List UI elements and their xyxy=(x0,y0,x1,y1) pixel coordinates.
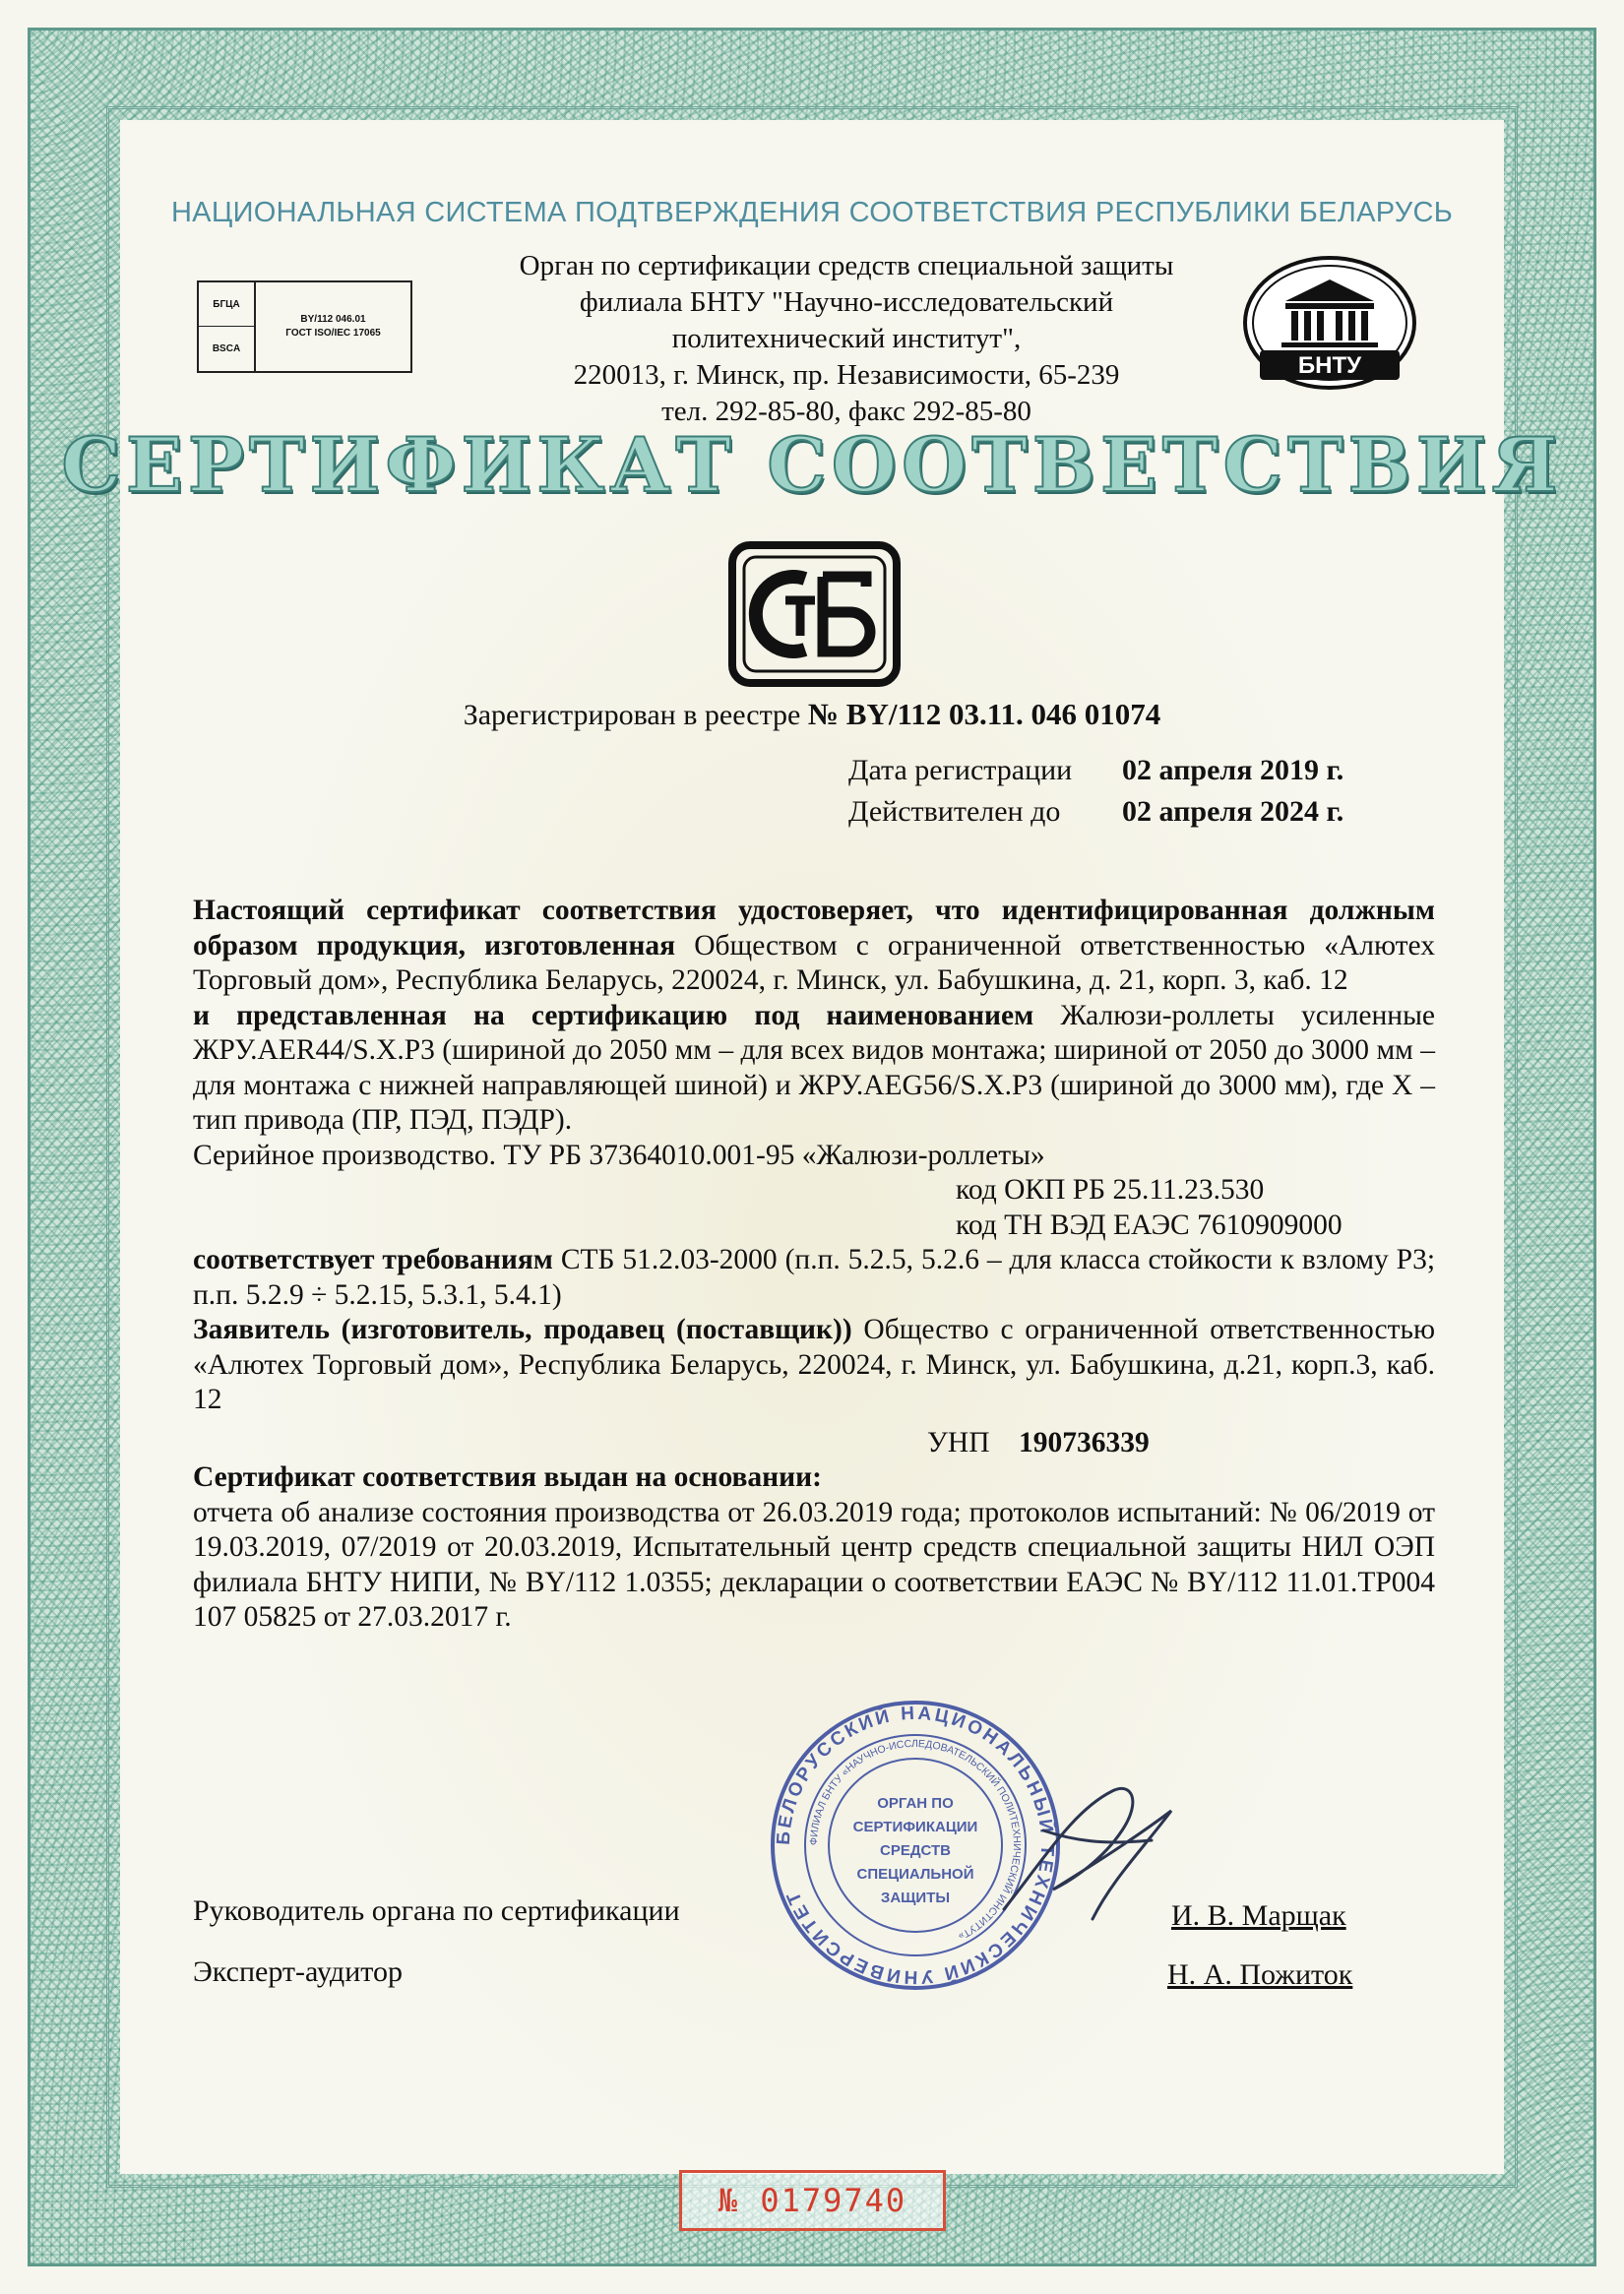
unp-line xyxy=(193,1426,1435,1461)
serial-production: Серийное производство. ТУ РБ 37364010.001-95 «Жалюзи-роллеты» xyxy=(193,1139,1045,1171)
p4-text: Общество с ограниченной ответственностью «Алютех Торговый дом», Республика Беларусь, 220024, г. Минск, ул. Бабушкина, д.21, корп.3, каб. 12 xyxy=(193,1314,1435,1415)
certificate-title: СЕРТИФИКАТ СООТВЕТСТВИЯ xyxy=(61,421,1563,509)
bntu-logo-text: БНТУ xyxy=(1297,352,1362,379)
stamp-center-line: ЗАЩИТЫ xyxy=(880,1890,951,1906)
stamp-center-line: СПЕЦИАЛЬНОЙ xyxy=(856,1866,974,1883)
expert-signature-label: Эксперт-аудитор xyxy=(193,1955,403,1988)
paragraph-basis: отчета об анализе состояния производства от 26.03.2019 года; протоколов испытаний: № 06/2019 от 19.03.2019, 07/2019 от 20.03.2019, Испытательный центр средств специальной защиты НИЛ ОЭП филиала БНТУ НИПИ, № BY/112 1.0355; декларации о соответствии ЕАЭС № BY/112 11.01.ТР004 107 05825 от 27.03.2017 г. xyxy=(193,1496,1435,1633)
unp-value: 190736339 xyxy=(1019,1426,1150,1458)
unp-label: УНП xyxy=(927,1426,990,1458)
p4-bold: Заявитель (изготовитель, продавец (поставщик)) xyxy=(193,1314,852,1345)
head-signature-label: Руководитель органа по сертификации xyxy=(193,1894,680,1927)
stamp-inner-ring-text: ФИЛИАЛ БНТУ «НАУЧНО-ИССЛЕДОВАТЕЛЬСКИЙ ПОЛИТЕХНИЧЕСКИЙ ИНСТИТУТ» xyxy=(807,1737,1024,1943)
p2-bold: и представленная на сертификацию под наименованием xyxy=(193,999,1034,1031)
tnved-code: код ТН ВЭД ЕАЭС 7610909000 xyxy=(956,1209,1343,1241)
certification-body-info xyxy=(354,248,1339,430)
org-line: филиала БНТУ "Научно-исследовательский xyxy=(579,286,1114,318)
reg-date-value: 02 апреля 2019 г. xyxy=(1122,754,1344,786)
accreditation-label-bottom: BSCA xyxy=(199,327,256,371)
accreditation-standard: ГОСТ ISO/IEC 17065 xyxy=(285,328,381,339)
stb-mark-label: СТБ xyxy=(813,682,815,683)
p1-bold: Настоящий сертификат соответствия удостоверяет, что идентифицированная должным образом продукция, изготовленная xyxy=(193,895,1435,961)
org-address: 220013, г. Минск, пр. Независимости, 65-239 xyxy=(573,359,1120,391)
national-system-heading: НАЦИОНАЛЬНАЯ СИСТЕМА ПОДТВЕРЖДЕНИЯ СООТВЕТСТВИЯ РЕСПУБЛИКИ БЕЛАРУСЬ xyxy=(170,197,1454,228)
p2-text: Жалюзи-роллеты усиленные ЖРУ.AER44/S.X.P3 (шириной до 2050 мм – для всех видов монтажа; шириной от 2050 до 3000 мм – для монтажа с нижней направляющей шиной) и ЖРУ.AEG56/S.X.P3 (шириной до 3000 мм), где Х – тип привода (ПР, ПЭД, ПЭДР). xyxy=(193,999,1435,1136)
accreditation-label-top: БГЦА xyxy=(199,282,256,327)
stamp-center-line: СЕРТИФИКАЦИИ xyxy=(852,1819,978,1835)
registry-line xyxy=(0,697,1624,732)
registry-label: Зарегистрирован в реестре xyxy=(463,699,801,731)
org-line: Орган по сертификации средств специальной защиты xyxy=(519,250,1174,281)
p3-text: СТБ 51.2.03-2000 (п.п. 5.2.5, 5.2.6 – для класса стойкости к взлому Р3; п.п. 5.2.9 ÷ 5.2.15, 5.3.1, 5.4.1) xyxy=(193,1244,1436,1311)
signature-scribble xyxy=(984,1771,1201,1939)
org-phone: тел. 292-85-80, факс 292-85-80 xyxy=(661,396,1031,427)
stamp-center-line: СРЕДСТВ xyxy=(880,1842,951,1859)
stb-conformity-mark xyxy=(728,541,901,687)
paragraph-requirements xyxy=(193,1243,1435,1313)
valid-until-label: Действителен до xyxy=(848,795,1061,828)
certificate-body xyxy=(193,894,1435,1636)
head-signature-name: И. В. Марщак xyxy=(1171,1899,1346,1932)
p3-bold: соответствует требованиям xyxy=(193,1244,553,1275)
okp-code: код ОКП РБ 25.11.23.530 xyxy=(956,1174,1265,1206)
form-serial-number: № 0179740 xyxy=(679,2170,946,2231)
p1-text: Обществом с ограниченной ответственностью «Алютех Торговый дом», Республика Беларусь, 220024, г. Минск, ул. Бабушкина, д. 21, корп. 3, каб. 12 xyxy=(193,929,1436,996)
certificate-dates xyxy=(848,750,1343,833)
reg-date-label: Дата регистрации xyxy=(848,754,1073,786)
valid-until-value: 02 апреля 2024 г. xyxy=(1122,795,1344,828)
registry-number: № BY/112 03.11. 046 01074 xyxy=(807,697,1161,731)
bntu-logo xyxy=(1242,254,1417,392)
paragraph-basis-heading: Сертификат соответствия выдан на основании: xyxy=(193,1461,822,1493)
expert-signature-name: Н. А. Пожиток xyxy=(1167,1958,1353,1991)
paragraph-manufacturer xyxy=(193,894,1435,999)
paragraph-applicant xyxy=(193,1313,1435,1418)
stamp-center-line: ОРГАН ПО xyxy=(877,1795,954,1812)
org-line: политехнический институт", xyxy=(671,323,1022,354)
accreditation-number: BY/112 046.01 xyxy=(300,314,366,325)
paragraph-product xyxy=(193,999,1435,1139)
stamp-ring-text: БЕЛОРУССКИЙ НАЦИОНАЛЬНЫЙ ТЕХНИЧЕСКИЙ УНИВЕРСИТЕТ xyxy=(773,1703,1058,1988)
